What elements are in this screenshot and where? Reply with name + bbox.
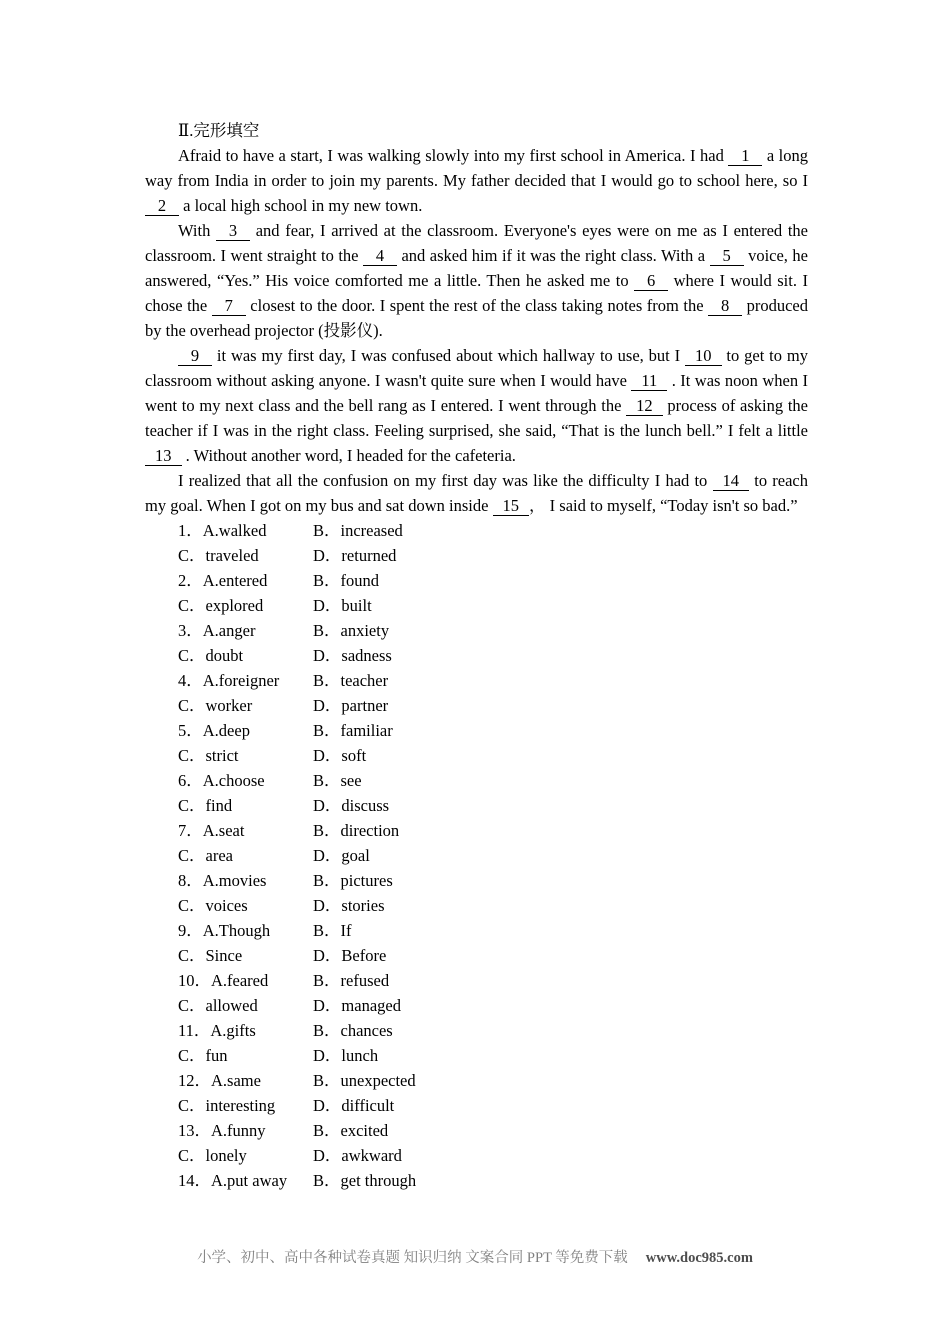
option-cell: D．built bbox=[313, 596, 372, 615]
passage-paragraph: 9 it was my first day, I was confused about which hallway to use, but I 10 to get to my classroom without asking anyone. I wasn't quite sure when I would have 11 . It was noon when I went to my next class and the bell rang as I entered. I went through the 12 process of asking the teacher if I was in the right class. Feeling surprised, she said, “That is the lunch bell.” I felt a little 13 . Without another word, I headed for the cafeteria. bbox=[145, 346, 808, 465]
cloze-blank-6: 6 bbox=[634, 271, 668, 291]
option-line bbox=[145, 743, 808, 768]
cloze-blank-2: 2 bbox=[145, 196, 179, 216]
option-cell: B．get through bbox=[313, 1171, 417, 1190]
option-line bbox=[145, 593, 808, 618]
option-line bbox=[145, 618, 808, 643]
option-cell: 5．A.deep bbox=[178, 721, 250, 740]
option-cell: B．increased bbox=[313, 521, 403, 540]
option-cell: B．found bbox=[313, 571, 379, 590]
passage-paragraph: I realized that all the confusion on my first day was like the difficulty I had to 14 to reach my goal. When I got on my bus and sat down inside 15 ， I said to myself, “Today isn't so bad.” bbox=[145, 471, 808, 515]
cloze-blank-8: 8 bbox=[708, 296, 742, 316]
option-line bbox=[145, 993, 808, 1018]
option-cell: B．chances bbox=[313, 1021, 393, 1040]
option-line bbox=[145, 1118, 808, 1143]
option-cell: 13．A.funny bbox=[178, 1121, 266, 1140]
cloze-blank-13: 13 bbox=[145, 446, 182, 466]
options-list bbox=[145, 518, 808, 1193]
option-cell: C．doubt bbox=[178, 646, 244, 665]
option-line bbox=[145, 968, 808, 993]
option-line bbox=[145, 568, 808, 593]
option-line bbox=[145, 1168, 808, 1193]
option-line bbox=[145, 768, 808, 793]
option-cell: B．direction bbox=[313, 821, 400, 840]
option-line bbox=[145, 1068, 808, 1093]
option-cell: C．find bbox=[178, 796, 233, 815]
option-cell: 14．A.put away bbox=[178, 1171, 288, 1190]
cloze-blank-14: 14 bbox=[713, 471, 750, 491]
option-cell: D．lunch bbox=[313, 1046, 379, 1065]
cloze-blank-5: 5 bbox=[710, 246, 744, 266]
passage-paragraph: Afraid to have a start, I was walking slowly into my first school in America. I had 1 a long way from India in order to join my parents. My father decided that I would go to school here, so I 2 a local high school in my new town. bbox=[145, 146, 808, 215]
option-cell: C．traveled bbox=[178, 546, 259, 565]
option-line bbox=[145, 1093, 808, 1118]
document-content bbox=[145, 118, 808, 1193]
option-cell: B．anxiety bbox=[313, 621, 390, 640]
cloze-blank-9: 9 bbox=[178, 346, 212, 366]
option-line bbox=[145, 918, 808, 943]
option-cell: C．interesting bbox=[178, 1096, 276, 1115]
option-cell: C．worker bbox=[178, 696, 253, 715]
option-cell: C．explored bbox=[178, 596, 264, 615]
option-line bbox=[145, 1143, 808, 1168]
option-cell: B．see bbox=[313, 771, 362, 790]
cloze-blank-1: 1 bbox=[728, 146, 762, 166]
option-cell: B．excited bbox=[313, 1121, 389, 1140]
option-cell: D．soft bbox=[313, 746, 367, 765]
option-cell: D．discuss bbox=[313, 796, 390, 815]
option-cell: B．refused bbox=[313, 971, 390, 990]
option-cell: B．teacher bbox=[313, 671, 389, 690]
page-footer bbox=[0, 1246, 950, 1267]
option-cell: D．returned bbox=[313, 546, 397, 565]
option-cell: B．pictures bbox=[313, 871, 393, 890]
option-cell: B．unexpected bbox=[313, 1071, 416, 1090]
cloze-blank-3: 3 bbox=[216, 221, 250, 241]
footer-text: 小学、初中、高中各种试卷真题 知识归纳 文案合同 PPT 等免费下载 bbox=[197, 1250, 628, 1266]
option-cell: C．voices bbox=[178, 896, 248, 915]
cloze-blank-7: 7 bbox=[212, 296, 246, 316]
option-cell: C．area bbox=[178, 846, 233, 865]
option-cell: 2．A.entered bbox=[178, 571, 268, 590]
cloze-blank-10: 10 bbox=[685, 346, 722, 366]
option-cell: D．managed bbox=[313, 996, 401, 1015]
option-cell: 10．A.feared bbox=[178, 971, 269, 990]
option-cell: C．allowed bbox=[178, 996, 258, 1015]
option-cell: 1．A.walked bbox=[178, 521, 267, 540]
option-cell: 6．A.choose bbox=[178, 771, 265, 790]
option-cell: 4．A.foreigner bbox=[178, 671, 280, 690]
option-cell: D．Before bbox=[313, 946, 387, 965]
option-cell: 3．A.anger bbox=[178, 621, 256, 640]
option-cell: C．Since bbox=[178, 946, 243, 965]
footer-url: www.doc985.com bbox=[645, 1250, 753, 1266]
option-cell: 12．A.same bbox=[178, 1071, 261, 1090]
option-line bbox=[145, 543, 808, 568]
cloze-blank-12: 12 bbox=[626, 396, 663, 416]
option-line bbox=[145, 943, 808, 968]
cloze-blank-15: 15 bbox=[493, 496, 530, 516]
option-line bbox=[145, 693, 808, 718]
option-cell: C．strict bbox=[178, 746, 239, 765]
option-line bbox=[145, 1043, 808, 1068]
option-line bbox=[145, 868, 808, 893]
option-line bbox=[145, 518, 808, 543]
passage-paragraph: With 3 and fear, I arrived at the classroom. Everyone's eyes were on me as I entered the classroom. I went straight to the 4 and asked him if it was the right class. With a 5 voice, he answered, “Yes.” His voice comforted me a little. Then he asked me to 6 where I would sit. I chose the 7 closest to the door. I spent the rest of the class taking notes from the 8 produced by the overhead projector (投影仪). bbox=[145, 221, 808, 340]
option-cell: 8．A.movies bbox=[178, 871, 267, 890]
option-line bbox=[145, 818, 808, 843]
option-cell: D．goal bbox=[313, 846, 370, 865]
option-cell: D．partner bbox=[313, 696, 389, 715]
cloze-blank-11: 11 bbox=[631, 371, 667, 391]
option-line bbox=[145, 668, 808, 693]
option-cell: 9．A.Though bbox=[178, 921, 271, 940]
option-line bbox=[145, 718, 808, 743]
option-cell: D．stories bbox=[313, 896, 385, 915]
cloze-blank-4: 4 bbox=[363, 246, 397, 266]
option-line bbox=[145, 643, 808, 668]
option-cell: B．If bbox=[313, 921, 352, 940]
option-cell: 7．A.seat bbox=[178, 821, 245, 840]
option-line bbox=[145, 1018, 808, 1043]
option-cell: D．difficult bbox=[313, 1096, 395, 1115]
option-cell: C．fun bbox=[178, 1046, 228, 1065]
option-cell: B．familiar bbox=[313, 721, 393, 740]
cloze-passage bbox=[145, 143, 808, 518]
option-line bbox=[145, 793, 808, 818]
section-title: Ⅱ.完形填空 bbox=[178, 121, 260, 140]
option-cell: 11．A.gifts bbox=[178, 1021, 256, 1040]
option-line bbox=[145, 893, 808, 918]
option-cell: D．sadness bbox=[313, 646, 392, 665]
option-line bbox=[145, 843, 808, 868]
option-cell: C．lonely bbox=[178, 1146, 247, 1165]
option-cell: D．awkward bbox=[313, 1146, 402, 1165]
